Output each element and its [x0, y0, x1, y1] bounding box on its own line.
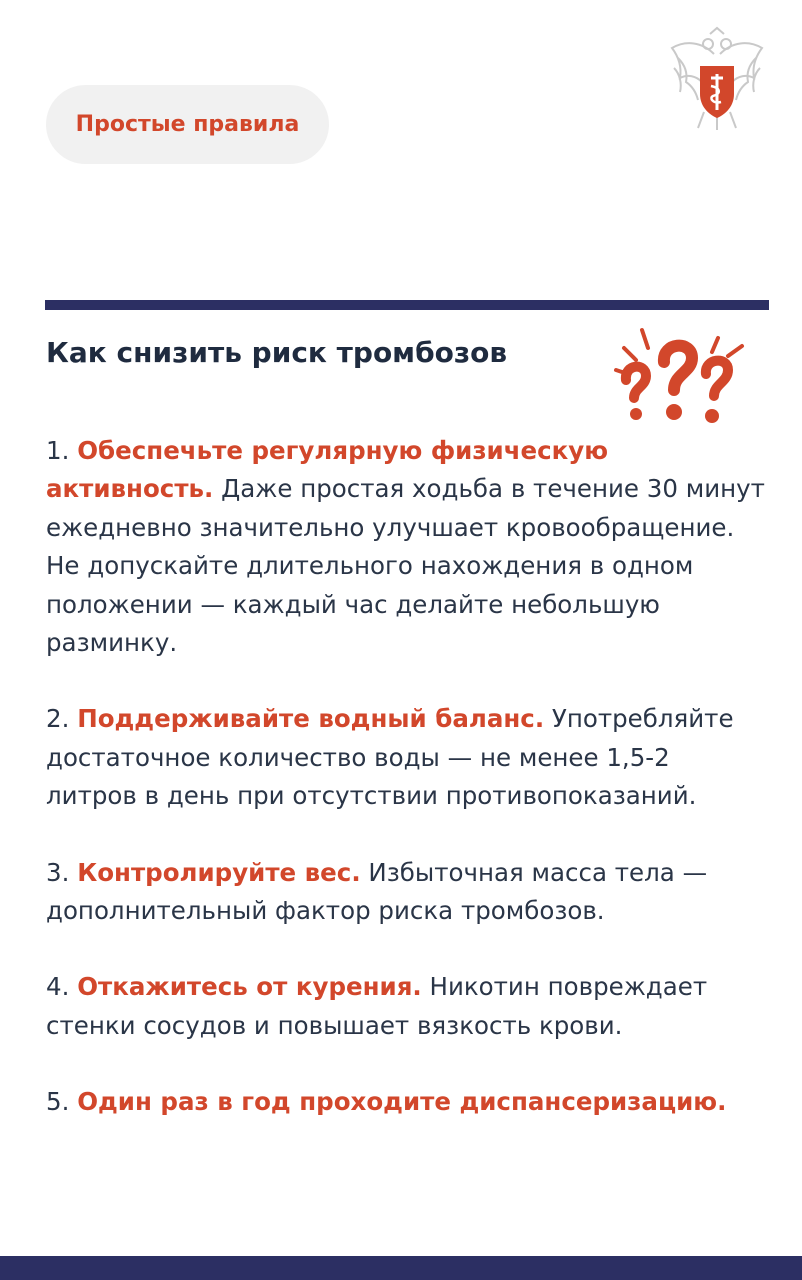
item-number: 5. [46, 1087, 70, 1117]
item-number: 1. [46, 436, 70, 465]
list-item [46, 700, 766, 815]
item-emphasis: Обеспечьте регулярную физическую активность. [46, 436, 609, 504]
item-text: Избыточная масса тела — дополнительный фактор риска тромбозов. [46, 857, 708, 926]
item-emphasis: Один раз в год проходите диспансеризацию. [77, 1087, 727, 1117]
topic-badge-label: Простые правила [75, 112, 300, 137]
item-emphasis: Контролируйте вес. [77, 857, 361, 887]
list-item [46, 1083, 766, 1121]
coat-of-arms-icon [664, 24, 770, 134]
list-item [46, 854, 766, 931]
section-divider [45, 300, 769, 310]
rules-list [46, 432, 766, 1160]
topic-badge [46, 85, 329, 164]
item-number: 2. [46, 704, 70, 734]
item-text: Употребляйте достаточное количество воды — не менее 1,5-2 литров в день при отсутствии противопоказаний. [46, 704, 734, 811]
item-number: 3. [46, 857, 70, 887]
item-emphasis: Откажитесь от курения. [77, 972, 422, 1002]
footer-bar [0, 1256, 802, 1280]
page-title: Как снизить риск тромбозов [46, 336, 508, 369]
list-item [46, 968, 766, 1045]
question-marks-icon [612, 322, 752, 430]
item-number: 4. [46, 972, 70, 1002]
item-emphasis: Поддерживайте водный баланс. [77, 704, 545, 734]
list-item [46, 432, 766, 662]
item-text: Никотин повреждает стенки сосудов и повышает вязкость крови. [46, 972, 708, 1040]
item-text: Даже простая ходьба в течение 30 минут ежедневно значительно улучшает кровообращение. Не допускайте длительного нахождения в одном положении — каждый час делайте небольшую разминку. [46, 474, 765, 658]
